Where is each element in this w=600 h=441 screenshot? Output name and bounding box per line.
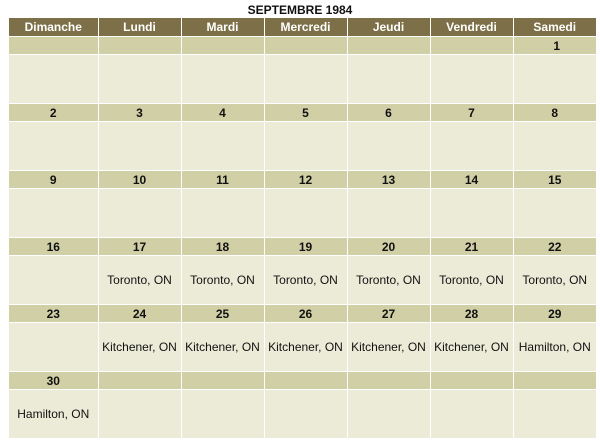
day-event-cell: Hamilton, ON [513, 323, 596, 372]
day-event-cell: Kitchener, ON [264, 323, 347, 372]
day-event-cell: Kitchener, ON [98, 323, 181, 372]
week-number-row [9, 238, 596, 256]
day-event-cell: Toronto, ON [264, 256, 347, 305]
day-number: 7 [430, 104, 513, 122]
day-number [264, 37, 347, 55]
day-event-cell: Kitchener, ON [181, 323, 264, 372]
day-event-cell [181, 189, 264, 238]
day-event-cell: Toronto, ON [513, 256, 596, 305]
week-event-row [9, 189, 596, 238]
day-number [430, 37, 513, 55]
day-event-cell: Toronto, ON [181, 256, 264, 305]
day-number [181, 37, 264, 55]
weekday-header-thursday: Jeudi [347, 18, 430, 37]
day-number: 4 [181, 104, 264, 122]
day-number [347, 372, 430, 390]
day-number: 18 [181, 238, 264, 256]
day-number: 20 [347, 238, 430, 256]
weekday-header-row [9, 18, 596, 37]
week-event-row [9, 122, 596, 171]
day-event-cell [347, 55, 430, 104]
week-number-row [9, 372, 596, 390]
day-event-cell [9, 256, 98, 305]
day-event-cell [347, 189, 430, 238]
weekday-header-sunday: Dimanche [9, 18, 98, 37]
day-number [181, 372, 264, 390]
week-number-row [9, 305, 596, 323]
day-number: 25 [181, 305, 264, 323]
day-number: 28 [430, 305, 513, 323]
day-number [430, 372, 513, 390]
day-number: 5 [264, 104, 347, 122]
day-number: 29 [513, 305, 596, 323]
day-number: 24 [98, 305, 181, 323]
day-number [264, 372, 347, 390]
day-number: 30 [9, 372, 98, 390]
day-event-cell [9, 323, 98, 372]
day-event-cell [9, 122, 98, 171]
day-event-cell [430, 390, 513, 439]
day-event-cell [430, 55, 513, 104]
day-event-cell: Toronto, ON [98, 256, 181, 305]
day-event-cell: Toronto, ON [347, 256, 430, 305]
day-number [98, 372, 181, 390]
day-event-cell [347, 390, 430, 439]
day-number: 11 [181, 171, 264, 189]
weekday-header-monday: Lundi [98, 18, 181, 37]
day-event-cell: Kitchener, ON [430, 323, 513, 372]
day-number: 14 [430, 171, 513, 189]
day-event-cell [264, 122, 347, 171]
day-event-cell [513, 55, 596, 104]
day-number: 8 [513, 104, 596, 122]
day-event-cell [513, 189, 596, 238]
day-event-cell [264, 189, 347, 238]
day-event-cell [181, 55, 264, 104]
weekday-header-saturday: Samedi [513, 18, 596, 37]
day-number: 3 [98, 104, 181, 122]
day-event-cell [98, 189, 181, 238]
day-number: 13 [347, 171, 430, 189]
day-event-cell [9, 189, 98, 238]
day-number: 9 [9, 171, 98, 189]
day-event-cell: Kitchener, ON [347, 323, 430, 372]
week-number-row [9, 171, 596, 189]
day-event-cell [98, 55, 181, 104]
week-event-row [9, 55, 596, 104]
week-event-row [9, 390, 596, 439]
day-event-cell: Hamilton, ON [9, 390, 98, 439]
day-number: 2 [9, 104, 98, 122]
day-number: 6 [347, 104, 430, 122]
day-event-cell [513, 122, 596, 171]
day-number [513, 372, 596, 390]
day-event-cell [9, 55, 98, 104]
weekday-header-wednesday: Mercredi [264, 18, 347, 37]
day-number: 19 [264, 238, 347, 256]
calendar-title: SEPTEMBRE 1984 [247, 3, 353, 17]
day-event-cell [181, 122, 264, 171]
weekday-header-tuesday: Mardi [181, 18, 264, 37]
day-number: 16 [9, 238, 98, 256]
day-event-cell [430, 122, 513, 171]
day-number [98, 37, 181, 55]
day-event-cell [513, 390, 596, 439]
day-event-cell [347, 122, 430, 171]
week-number-row [9, 37, 596, 55]
day-number: 27 [347, 305, 430, 323]
day-number: 12 [264, 171, 347, 189]
day-event-cell [98, 390, 181, 439]
day-number: 22 [513, 238, 596, 256]
day-number: 10 [98, 171, 181, 189]
week-event-row [9, 256, 596, 305]
day-number: 17 [98, 238, 181, 256]
day-number: 15 [513, 171, 596, 189]
day-event-cell: Toronto, ON [430, 256, 513, 305]
day-event-cell [98, 122, 181, 171]
day-event-cell [430, 189, 513, 238]
weekday-header-friday: Vendredi [430, 18, 513, 37]
day-number [9, 37, 98, 55]
calendar-grid [9, 18, 596, 439]
day-number [347, 37, 430, 55]
week-number-row [9, 104, 596, 122]
day-number: 23 [9, 305, 98, 323]
day-event-cell [264, 390, 347, 439]
day-event-cell [181, 390, 264, 439]
day-number: 21 [430, 238, 513, 256]
day-event-cell [264, 55, 347, 104]
day-number: 26 [264, 305, 347, 323]
day-number: 1 [513, 37, 596, 55]
week-event-row [9, 323, 596, 372]
